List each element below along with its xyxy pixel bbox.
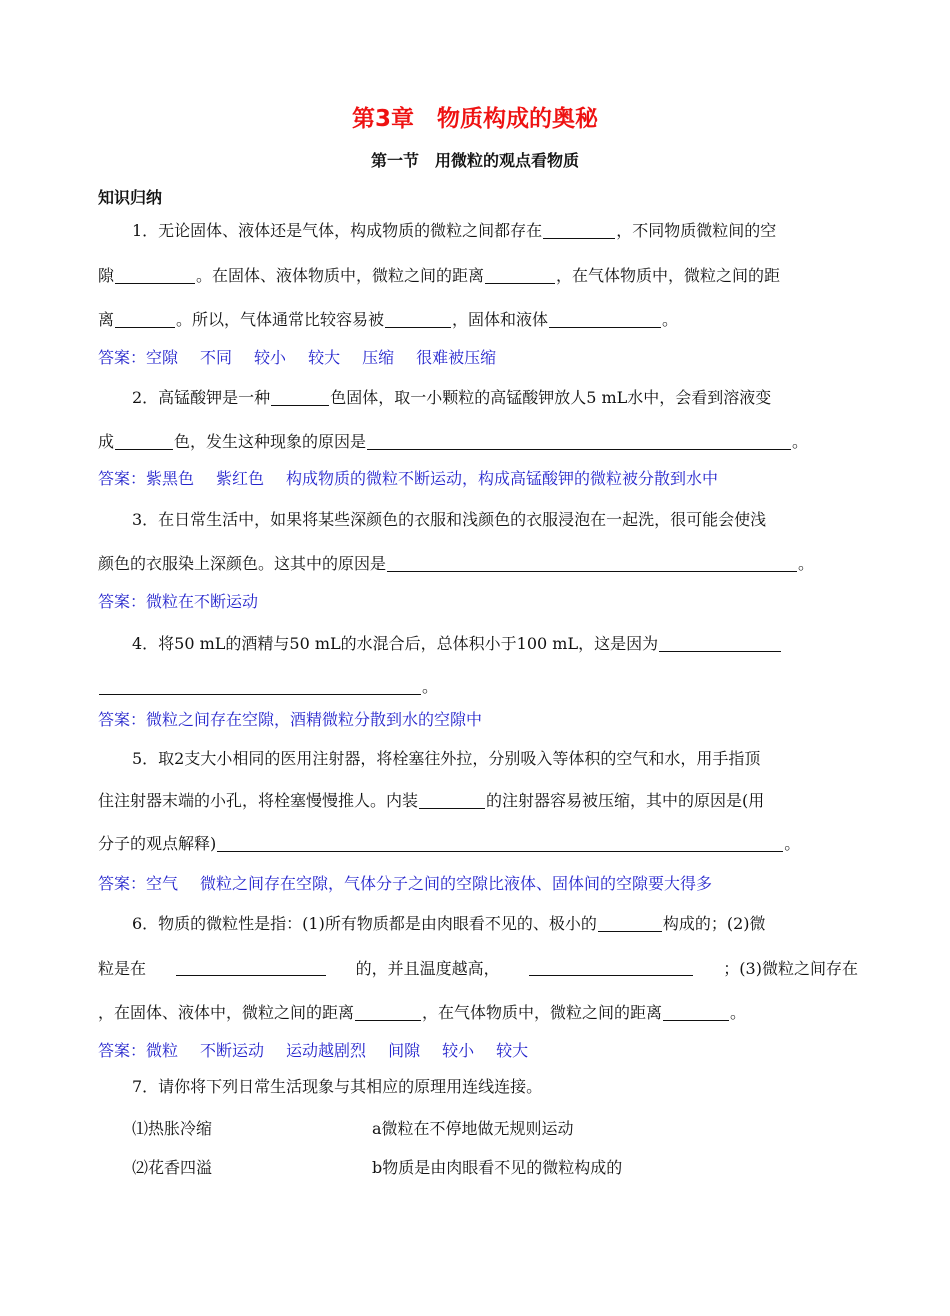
answer-item: 紫黑色 xyxy=(146,469,195,488)
q6-line-2 xyxy=(98,958,858,980)
q1-answer xyxy=(98,347,496,369)
answer-blank xyxy=(387,554,797,572)
answer-item: 较小 xyxy=(254,348,287,367)
q6-text: 。 xyxy=(730,1003,747,1022)
q2-text: 色，发生这种现象的原因是 xyxy=(174,432,367,451)
q7-right-item-a: a微粒在不停地做无规则运动 xyxy=(372,1119,574,1138)
answer-blank xyxy=(176,958,326,976)
answer-blank xyxy=(419,791,485,809)
answer-label: 答案： xyxy=(98,592,147,611)
q7-left-item-2: ⑵花香四溢 xyxy=(132,1158,213,1177)
q1-text: 。在固体、液体物质中，微粒之间的距离 xyxy=(196,266,485,285)
answer-item: 压缩 xyxy=(362,348,395,367)
q6-line-1 xyxy=(132,913,858,935)
q5-text: 5．取2支大小相同的医用注射器，将栓塞往外拉，分别吸入等体积的空气和水，用手指顶 xyxy=(132,749,761,768)
q2-line-2 xyxy=(98,431,858,453)
q2-text: 2．高锰酸钾是一种 xyxy=(132,388,271,407)
q7-right-item-b: b物质是由肉眼看不见的微粒构成的 xyxy=(372,1158,623,1177)
q3-text: 3．在日常生活中，如果将某些深颜色的衣服和浅颜色的衣服浸泡在一起洗，很可能会使浅 xyxy=(132,510,767,529)
q7-line-1 xyxy=(132,1076,858,1098)
answer-item: 微粒在不断运动 xyxy=(146,592,259,611)
q6-text: 6．物质的微粒性是指：(1)所有物质都是由肉眼看不见的、极小的 xyxy=(132,914,597,933)
answer-item: 微粒之间存在空隙，气体分子之间的空隙比液体、固体间的空隙要大得多 xyxy=(200,874,713,893)
q6-text: ；(3)微粒之间存在 xyxy=(723,959,858,978)
q6-text: 的，并且温度越高， xyxy=(355,959,500,978)
q2-answer xyxy=(98,468,718,490)
q5-text: 。 xyxy=(784,834,801,853)
q5-line-2 xyxy=(98,790,858,812)
answer-blank xyxy=(115,432,173,450)
answer-blank xyxy=(598,914,662,932)
q1-text: ，固体和液体 xyxy=(452,310,549,329)
q6-text: ，在固体、液体中，微粒之间的距离 xyxy=(98,1003,355,1022)
answer-label: 答案： xyxy=(98,874,147,893)
answer-item: 紫红色 xyxy=(216,469,265,488)
answer-item: 较大 xyxy=(496,1041,529,1060)
answer-blank xyxy=(659,634,781,652)
q1-text: 。所以，气体通常比较容易被 xyxy=(176,310,385,329)
q5-text: 的注射器容易被压缩，其中的原因是(用 xyxy=(486,791,765,810)
answer-label: 答案： xyxy=(98,1041,147,1060)
answer-blank xyxy=(99,677,421,695)
q1-line-1 xyxy=(132,220,858,242)
answer-item: 构成物质的微粒不断运动，构成高锰酸钾的微粒被分散到水中 xyxy=(286,469,719,488)
q3-text: 颜色的衣服染上深颜色。这其中的原因是 xyxy=(98,554,387,573)
chapter-title: 第3章 物质构成的奥秘 xyxy=(351,106,598,132)
q4-line-2 xyxy=(98,676,858,698)
q2-line-1 xyxy=(132,387,858,409)
answer-blank xyxy=(367,432,791,450)
answer-blank xyxy=(543,221,615,239)
q4-text: 4．将50 mL的酒精与50 mL的水混合后，总体积小于100 mL，这是因为 xyxy=(132,634,659,653)
answer-blank xyxy=(549,310,661,328)
answer-label: 答案： xyxy=(98,348,147,367)
q1-text: 隙 xyxy=(98,266,115,285)
answer-item: 微粒 xyxy=(146,1041,179,1060)
q6-line-3 xyxy=(98,1002,858,1024)
q1-line-2 xyxy=(98,265,858,287)
q3-text: 。 xyxy=(798,554,815,573)
answer-item: 较大 xyxy=(308,348,341,367)
q2-text: 色固体，取一小颗粒的高锰酸钾放人5 mL水中，会看到溶液变 xyxy=(330,388,772,407)
answer-blank xyxy=(485,266,555,284)
q1-text: 1．无论固体、液体还是气体，构成物质的微粒之间都存在 xyxy=(132,221,543,240)
q4-line-1 xyxy=(132,633,858,655)
q5-line-3 xyxy=(98,833,858,855)
q4-text: 。 xyxy=(422,677,439,696)
q6-answer xyxy=(98,1040,528,1062)
q2-text: 成 xyxy=(98,432,115,451)
section-subtitle: 第一节 用微粒的观点看物质 xyxy=(370,151,579,170)
q1-line-3 xyxy=(98,309,858,331)
q6-text: 粒是在 xyxy=(98,959,147,978)
q1-text: 离 xyxy=(98,310,115,329)
answer-item: 较小 xyxy=(442,1041,475,1060)
q1-text: ，不同物质微粒间的空 xyxy=(616,221,777,240)
answer-blank xyxy=(385,310,451,328)
answer-blank xyxy=(217,834,783,852)
q4-answer xyxy=(98,709,482,731)
q6-text: ，在气体物质中，微粒之间的距离 xyxy=(422,1003,663,1022)
answer-blank xyxy=(271,388,329,406)
q5-line-1 xyxy=(132,748,858,770)
answer-item: 不同 xyxy=(200,348,233,367)
section-heading: 知识归纳 xyxy=(98,188,163,207)
q7-left-item-1: ⑴热胀冷缩 xyxy=(132,1119,213,1138)
q6-text: 构成的；(2)微 xyxy=(662,914,766,933)
q5-text: 住注射器末端的小孔，将栓塞慢慢推人。内装 xyxy=(98,791,419,810)
answer-item: 空气 xyxy=(146,874,179,893)
q1-text: ，在气体物质中，微粒之间的距 xyxy=(556,266,781,285)
q3-line-2 xyxy=(98,553,858,575)
answer-item: 运动越剧烈 xyxy=(286,1041,367,1060)
answer-label: 答案： xyxy=(98,469,147,488)
answer-blank xyxy=(663,1003,729,1021)
answer-blank xyxy=(355,1003,421,1021)
answer-label: 答案： xyxy=(98,710,147,729)
q5-text: 分子的观点解释) xyxy=(98,834,217,853)
answer-item: 不断运动 xyxy=(200,1041,265,1060)
answer-item: 空隙 xyxy=(146,348,179,367)
answer-blank xyxy=(115,266,195,284)
answer-blank xyxy=(529,958,693,976)
q7-text: 7．请你将下列日常生活现象与其相应的原理用连线连接。 xyxy=(132,1077,543,1096)
answer-blank xyxy=(115,310,175,328)
q1-text: 。 xyxy=(662,310,679,329)
q5-answer xyxy=(98,873,712,895)
q2-text: 。 xyxy=(792,432,809,451)
q3-line-1 xyxy=(132,509,858,531)
answer-item: 微粒之间存在空隙，酒精微粒分散到水的空隙中 xyxy=(146,710,483,729)
answer-item: 间隙 xyxy=(388,1041,421,1060)
answer-item: 很难被压缩 xyxy=(416,348,497,367)
q3-answer xyxy=(98,591,258,613)
